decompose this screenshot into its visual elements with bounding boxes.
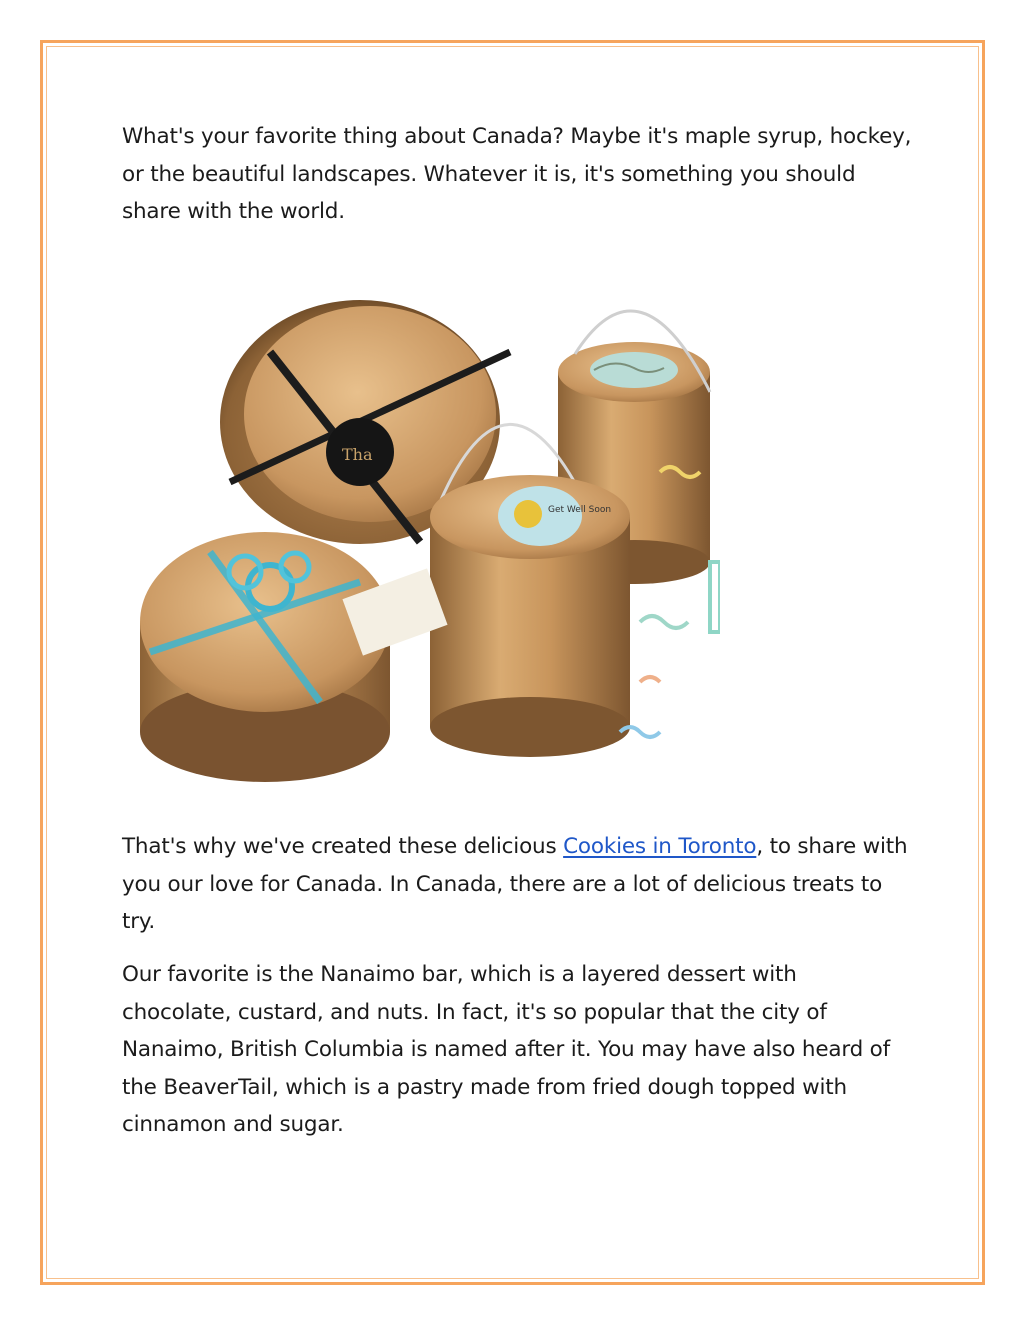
cookies-paragraph — [122, 828, 912, 941]
svg-text:Get Well Soon: Get Well Soon — [548, 505, 612, 515]
intro-paragraph: What's your favorite thing about Canada? Maybe it's maple syrup, hockey, or the beautiful landscapes. Whatever it is, it's something you should share with the world. — [122, 124, 912, 224]
svg-text:Tha: Tha — [342, 445, 373, 464]
gift-tins-photo — [120, 292, 720, 812]
cookies-paragraph-lead: That's why we've created these delicious — [122, 834, 564, 859]
short-tin-front — [140, 532, 448, 782]
cookies-in-toronto-link[interactable]: Cookies in Toronto — [563, 834, 757, 859]
cookies-paragraph-tail: , to share with you our love for Canada. In Canada, there are a lot of delicious treats to try. — [122, 834, 908, 934]
nanaimo-paragraph: Our favorite is the Nanaimo bar, which is a layered dessert with chocolate, custard, and nuts. In fact, it's so popular that the city of Nanaimo, British Columbia is named after it. You may have also heard of the BeaverTail, which is a pastry made from fried dough topped with cinnamon and sugar. — [122, 962, 890, 1137]
